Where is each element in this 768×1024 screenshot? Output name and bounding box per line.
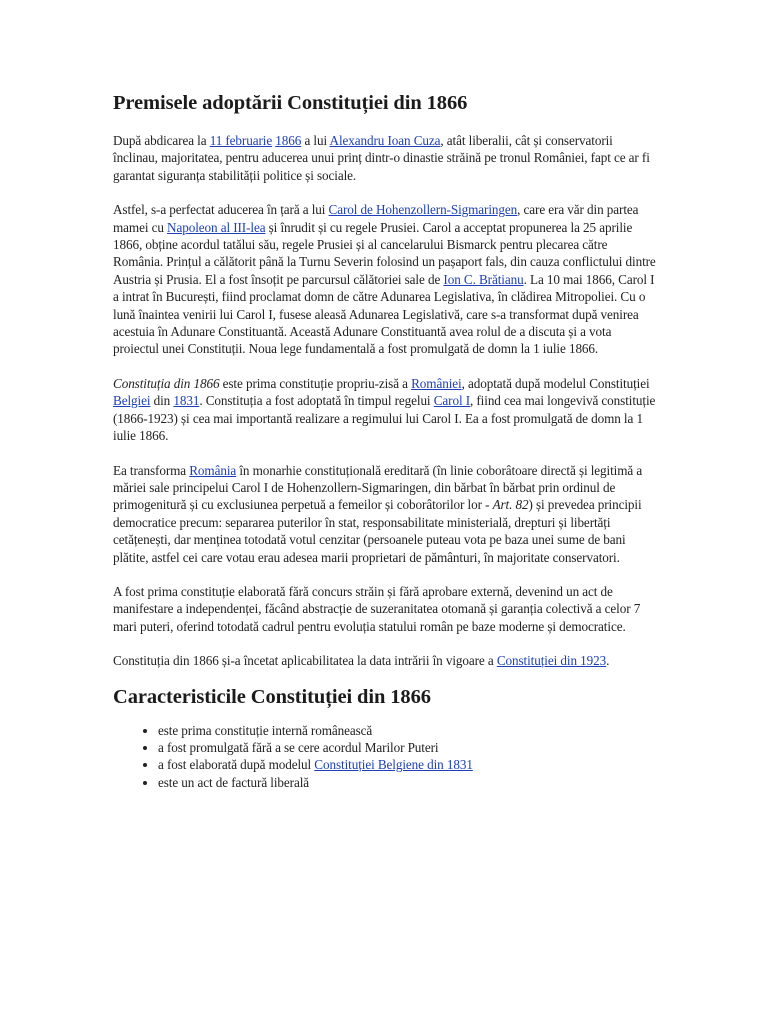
- list-item: • este un act de factură liberală: [158, 774, 658, 791]
- paragraph-constitution-definition: Constituția din 1866 este prima constituție propriu-zisă a României, adoptată după modelul Constituției Belgiei din 1831. Constituția a fost adoptată în timpul regelui Carol I, fiind cea mai longevivă constituție (1866-1923) și cea mai importantă realizare a regimului lui Carol I. Ea a fost promulgată de domn la 1 iulie 1866.: [113, 375, 656, 444]
- section-heading-characteristics: Caracteristicile Constituției din 1866: [113, 685, 431, 708]
- link-constitutiei-din-1923[interactable]: Constituției din 1923: [496, 653, 607, 669]
- link-1866[interactable]: 1866: [275, 133, 302, 148]
- section-heading-premise: Premisele adoptării Constituției din 1866: [113, 92, 468, 114]
- paragraph-monarchy: Ea transforma România în monarhie constituțională ereditară (în linie coborâtoare directă și legitimă a măriei sale principelui Carol I de Hohenzollern-Sigmaringen, din bărbat în bărbat prin ordinul de primogenitură și cu exclusiunea perpetuă a femeilor și coborâtorilor lor - Art. 82) și prevedea principii democratice precum: separarea puterilor în stat, responsabilitate ministerială, drepturi și libertăți cetățenești, dar menținea totodată votul cenzitar (persoanele puteau vota pe baza unei sume de bani plătite, astfel cei care votau erau adesea marii proprietari de pământuri, în majoritate conservatori.: [113, 462, 643, 565]
- link-ion-bratianu[interactable]: Ion C. Brătianu: [443, 271, 524, 287]
- paragraph-abdication: După abdicarea la 11 februarie 1866 a lui Alexandru Ioan Cuza, atât liberalii, cât și conservatorii înclinau, majoritatea, pentru aducerea unui prinț dintr-o dinastie străină pe tronul României, fapt ce ar fi garantat siguranța stabilității politice și sociale.: [113, 133, 650, 183]
- list-item: • este prima constituție internă românească: [158, 722, 658, 739]
- link-napoleon-iii[interactable]: Napoleon al III-lea: [167, 219, 266, 235]
- list-item: • a fost elaborată după modelul Constituției Belgiene din 1831: [158, 756, 658, 773]
- link-1831[interactable]: 1831: [173, 393, 200, 409]
- paragraph-carol-arrival: Astfel, s-a perfectat aducerea în țară a lui Carol de Hohenzollern-Sigmaringen, care era văr din partea mamei cu Napoleon al III-lea și înrudit și cu regele Prusiei. Carol a acceptat propunerea la 25 aprilie 1866, obține acordul tatălui său, regele Prusiei și al cancelarului Bismarck pentru plecarea către România. Prințul a călătorit până la Turnu Severin folosind un pașaport fals, din cauza conflictului dintre Austria și Prusia. El a fost însoțit pe parcursul călătoriei sale de Ion C. Brătianu. La 10 mai 1866, Carol I a intrat în București, fiind proclamat domn de către Adunarea Legislativa, în clădirea Mitropoliei. Cu o lună înaintea venirii lui Carol I, fusese aleasă Adunarea Legislativă, care s-a transformat după venirea acestuia în Adunare Constituantă. Această Adunare Constituantă avea rolul de a discuta și a vota proiectul unei Constituții. Noua lege fundamentală a fost promulgată de domn la 1 iulie 1866.: [113, 202, 656, 357]
- link-belgiei[interactable]: Belgiei: [113, 393, 151, 409]
- paragraph-end-applicability: Constituția din 1866 și-a încetat aplicabilitatea la data intrării în vigoare a Constituției din 1923.: [113, 653, 610, 669]
- link-11-februarie[interactable]: 11 februarie: [209, 133, 273, 148]
- link-carol-de-hohenzollern[interactable]: Carol de Hohenzollern-Sigmaringen: [328, 202, 518, 218]
- article-body: [113, 90, 658, 791]
- list-item: • a fost promulgată fără a se cere acordul Marilor Puteri: [158, 739, 658, 756]
- link-romania[interactable]: România: [189, 462, 237, 478]
- link-carol-i[interactable]: Carol I: [433, 393, 470, 409]
- link-alexandru-ioan-cuza[interactable]: Alexandru Ioan Cuza: [329, 133, 441, 148]
- paragraph-independence: A fost prima constituție elaborată fără concurs străin și fără aprobare externă, devenind un act de manifestare a independenței, făcând abstracție de suzeranitatea otomană și garanția colectivă a celor 7 mari puteri, oferind totodată cadrul pentru evoluția statului român pe baze moderne și democratice.: [113, 583, 641, 634]
- link-romaniei[interactable]: României: [411, 375, 462, 391]
- characteristics-list: [113, 722, 658, 792]
- link-constitutiei-belgiene[interactable]: Constituției Belgiene din 1831: [314, 757, 473, 773]
